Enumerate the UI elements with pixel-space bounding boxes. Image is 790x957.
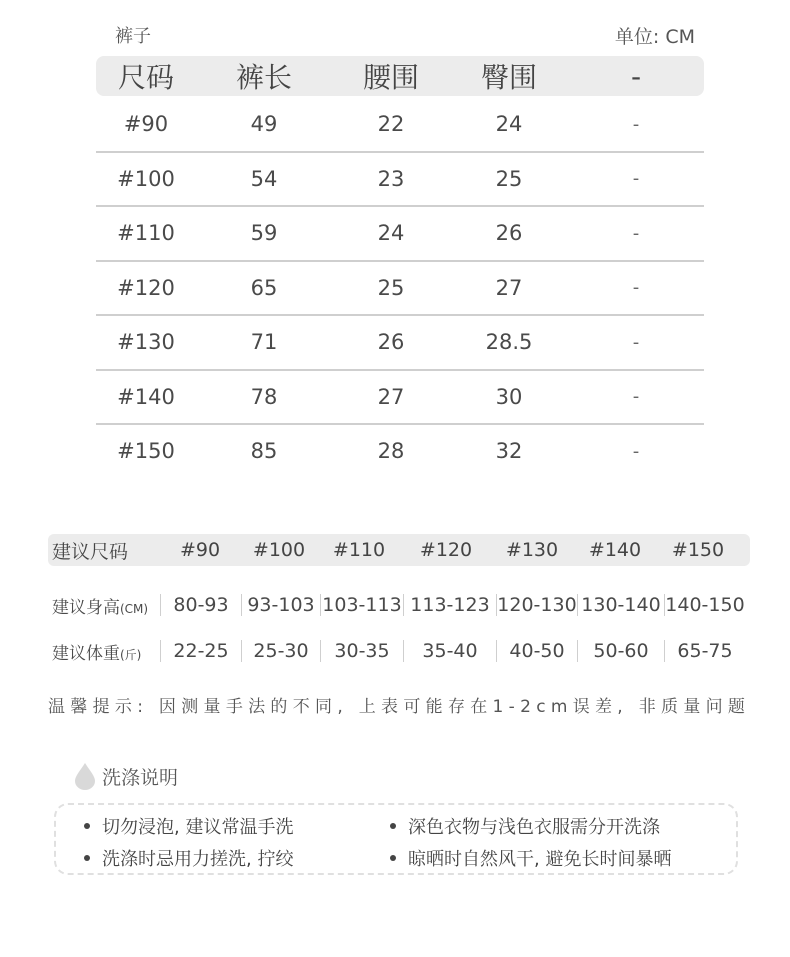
length-cell: 59	[250, 221, 278, 246]
recommendation-header	[48, 534, 750, 566]
extra-cell: -	[632, 331, 640, 353]
height-cell: 113-123	[403, 594, 496, 616]
weight-cell: 65-75	[664, 640, 745, 662]
bullet-icon	[390, 855, 396, 861]
height-cell: 93-103	[241, 594, 320, 616]
category-label: 裤子	[115, 26, 151, 47]
size-cell: #120	[117, 275, 175, 300]
extra-cell: -	[632, 440, 640, 462]
hip-cell: 32	[495, 439, 523, 464]
length-cell: 49	[250, 112, 278, 137]
height-cell: 130-140	[577, 594, 664, 616]
waist-cell: 28	[377, 439, 405, 464]
hip-cell: 28.5	[485, 330, 533, 355]
unit-label: 单位: CM	[614, 26, 695, 48]
waist-cell: 26	[377, 330, 405, 355]
wash-item-text: 切勿浸泡, 建议常温手洗	[102, 817, 294, 838]
size-cell: #140	[117, 384, 175, 409]
weight-unit: (斤)	[120, 647, 142, 662]
column-header: 裤长	[235, 61, 292, 94]
height-label: 建议身高	[52, 597, 120, 618]
size-header-cell: #120	[419, 539, 473, 561]
waist-cell: 25	[377, 275, 405, 300]
table-row	[96, 425, 704, 478]
wash-item-text: 洗涤时忌用力搓洗, 拧绞	[102, 849, 294, 870]
length-cell: 65	[250, 275, 278, 300]
table-row	[96, 316, 704, 371]
height-cell: 103-113	[320, 594, 403, 616]
extra-cell: -	[632, 386, 640, 408]
table-row	[96, 98, 704, 153]
length-cell: 78	[250, 384, 278, 409]
water-drop-icon	[74, 762, 96, 790]
size-cell: #100	[117, 166, 175, 191]
size-header-cell: #150	[671, 539, 725, 561]
hip-cell: 26	[495, 221, 523, 246]
length-cell: 54	[250, 166, 278, 191]
weight-cell: 30-35	[320, 640, 403, 662]
weight-cell: 40-50	[496, 640, 577, 662]
size-cell: #150	[117, 439, 175, 464]
weight-cell: 50-60	[577, 640, 664, 662]
wash-title-text: 洗涤说明	[102, 766, 179, 789]
extra-cell: -	[632, 168, 640, 190]
waist-cell: 23	[377, 166, 405, 191]
table-row	[96, 207, 704, 262]
size-cell: #110	[117, 221, 175, 246]
table-row	[96, 262, 704, 317]
wash-instructions-box	[54, 803, 738, 875]
waist-cell: 24	[377, 221, 405, 246]
list-item	[390, 845, 671, 871]
weight-row	[48, 628, 750, 674]
wash-title	[74, 762, 178, 790]
extra-cell: -	[632, 222, 640, 244]
size-header-cell: #110	[332, 539, 386, 561]
hip-cell: 24	[495, 112, 523, 137]
extra-cell: -	[632, 113, 640, 135]
recommendation-table	[48, 534, 750, 674]
table-meta	[115, 22, 695, 48]
column-header: 腰围	[362, 61, 419, 94]
column-header: 尺码	[117, 61, 174, 94]
bullet-icon	[84, 823, 90, 829]
recommend-size-label: 建议尺码	[52, 540, 129, 563]
size-table	[96, 56, 704, 478]
hip-cell: 27	[495, 275, 523, 300]
height-cell: 140-150	[665, 594, 745, 616]
bullet-icon	[390, 823, 396, 829]
table-row	[96, 153, 704, 208]
column-header: 臀围	[480, 61, 537, 94]
waist-cell: 27	[377, 384, 405, 409]
height-cell: 120-130	[497, 594, 577, 616]
weight-label: 建议体重	[52, 643, 120, 664]
extra-cell: -	[632, 277, 640, 299]
height-cell: 80-93	[160, 594, 241, 616]
wash-item-text: 晾晒时自然风干, 避免长时间暴晒	[408, 849, 672, 870]
column-header: -	[630, 59, 642, 93]
height-row-label	[48, 593, 160, 618]
waist-cell: 22	[377, 112, 405, 137]
size-header-cell: #90	[179, 539, 221, 561]
list-item	[390, 813, 660, 839]
length-cell: 85	[250, 439, 278, 464]
length-cell: 71	[250, 330, 278, 355]
size-table-header	[96, 56, 704, 96]
list-item	[84, 845, 293, 871]
weight-cell: 35-40	[403, 640, 496, 662]
list-item	[84, 813, 293, 839]
height-row	[48, 582, 750, 628]
hip-cell: 30	[495, 384, 523, 409]
wash-item-text: 深色衣物与浅色衣服需分开洗涤	[408, 817, 660, 838]
weight-cell: 22-25	[160, 640, 241, 662]
size-cell: #90	[123, 112, 169, 137]
weight-row-label	[48, 639, 160, 664]
table-row	[96, 371, 704, 426]
size-cell: #130	[117, 330, 175, 355]
hip-cell: 25	[495, 166, 523, 191]
size-header-cell: #140	[588, 539, 642, 561]
weight-cell: 25-30	[241, 640, 320, 662]
size-header-cell: #130	[505, 539, 559, 561]
height-unit: (CM)	[120, 601, 149, 616]
size-header-cell: #100	[252, 539, 306, 561]
measurement-tip: 温馨提示: 因测量手法的不同, 上表可能存在1-2cm误差, 非质量问题	[48, 697, 751, 717]
bullet-icon	[84, 855, 90, 861]
